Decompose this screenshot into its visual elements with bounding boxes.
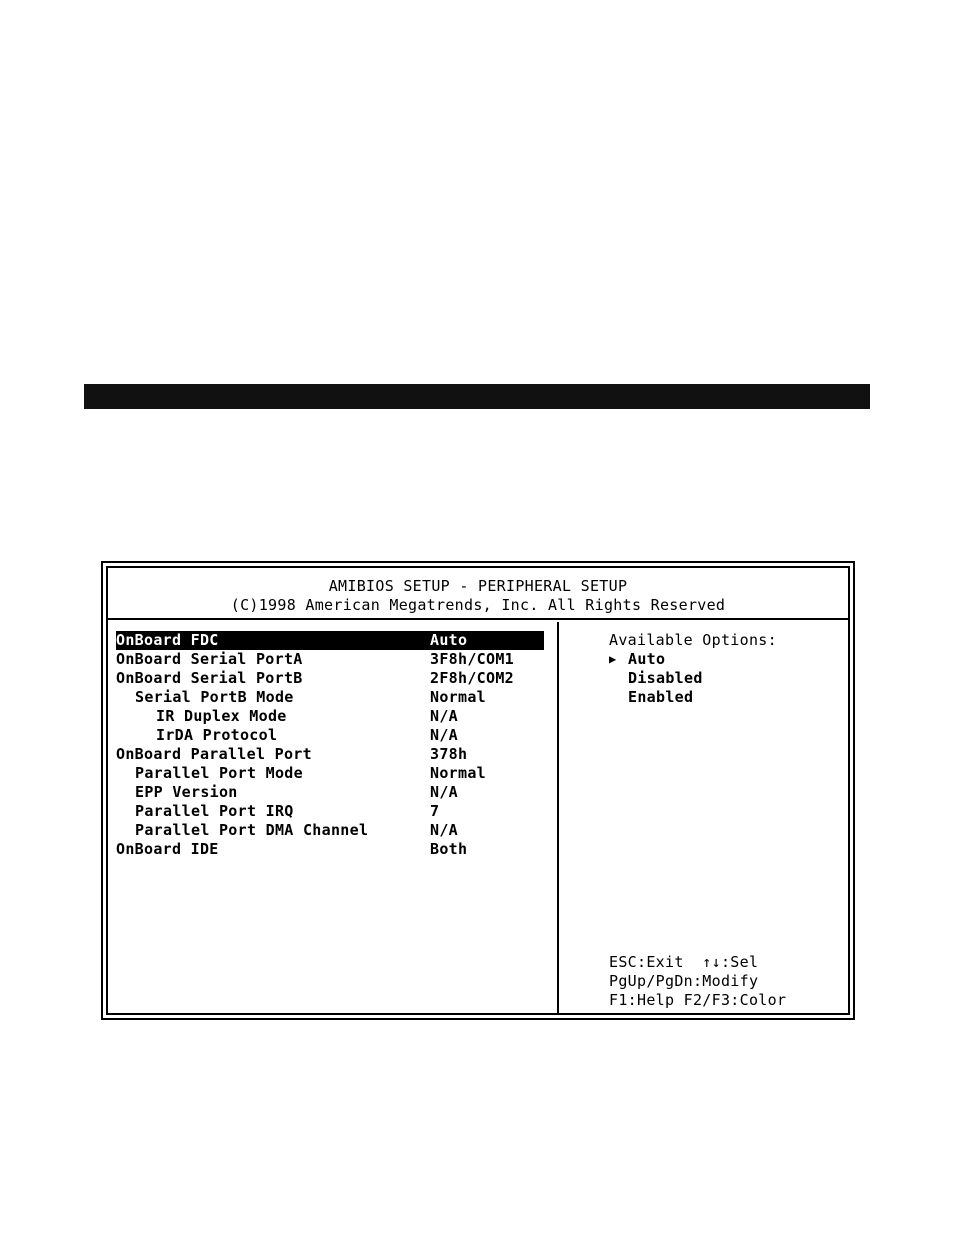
setting-value[interactable]: N/A xyxy=(430,783,458,801)
setting-label: OnBoard Serial PortA xyxy=(116,650,303,668)
settings-pane xyxy=(108,622,559,1013)
setting-serial-portb-mode[interactable] xyxy=(116,688,544,707)
key-help-exit-select: ESC:Exit ↑↓:Sel xyxy=(609,953,759,971)
triangle-right-icon: ▶ xyxy=(609,652,617,666)
option-enabled[interactable]: Enabled xyxy=(628,688,694,706)
setting-onboard-fdc[interactable] xyxy=(116,631,544,650)
setting-label: EPP Version xyxy=(135,783,238,801)
setting-label: OnBoard Parallel Port xyxy=(116,745,312,763)
setting-parallel-port-irq[interactable] xyxy=(116,802,544,821)
setting-label: Parallel Port DMA Channel xyxy=(135,821,369,839)
setting-label: OnBoard IDE xyxy=(116,840,219,858)
setting-value[interactable]: N/A xyxy=(430,821,458,839)
options-pane xyxy=(559,622,848,1013)
key-help-help-color: F1:Help F2/F3:Color xyxy=(609,991,787,1009)
setting-value[interactable]: 7 xyxy=(430,802,440,820)
setting-label: Parallel Port IRQ xyxy=(135,802,294,820)
setting-label: OnBoard Serial PortB xyxy=(116,669,303,687)
bios-setup-window xyxy=(101,561,855,1020)
bios-title: AMIBIOS SETUP - PERIPHERAL SETUP xyxy=(328,577,628,595)
option-auto[interactable]: Auto xyxy=(628,650,666,668)
setting-epp-version[interactable] xyxy=(116,783,544,802)
bios-copyright: (C)1998 American Megatrends, Inc. All Rights Reserved xyxy=(230,596,726,614)
setting-onboard-ide[interactable] xyxy=(116,840,544,859)
option-disabled[interactable]: Disabled xyxy=(628,669,703,687)
setting-onboard-serial-porta[interactable] xyxy=(116,650,544,669)
setting-label: OnBoard FDC xyxy=(116,631,219,649)
setting-value[interactable]: N/A xyxy=(430,726,458,744)
setting-label: Parallel Port Mode xyxy=(135,764,303,782)
setting-irda-protocol[interactable] xyxy=(116,726,544,745)
setting-value[interactable]: Normal xyxy=(430,764,486,782)
setting-value[interactable]: N/A xyxy=(430,707,458,725)
setting-label: IR Duplex Mode xyxy=(156,707,287,725)
key-help-modify: PgUp/PgDn:Modify xyxy=(609,972,759,990)
setting-value[interactable]: Auto xyxy=(430,631,468,649)
setting-value[interactable]: Both xyxy=(430,840,468,858)
setting-value[interactable]: 2F8h/COM2 xyxy=(430,669,514,687)
setting-parallel-port-dma-channel[interactable] xyxy=(116,821,544,840)
setting-onboard-serial-portb[interactable] xyxy=(116,669,544,688)
bios-inner-frame xyxy=(106,566,850,1015)
setting-value[interactable]: 378h xyxy=(430,745,468,763)
setting-ir-duplex-mode[interactable] xyxy=(116,707,544,726)
section-divider-bar xyxy=(84,384,870,409)
setting-label: IrDA Protocol xyxy=(156,726,278,744)
bios-header xyxy=(108,568,848,620)
available-options-title: Available Options: xyxy=(609,631,777,649)
setting-value[interactable]: 3F8h/COM1 xyxy=(430,650,514,668)
setting-value[interactable]: Normal xyxy=(430,688,486,706)
setting-parallel-port-mode[interactable] xyxy=(116,764,544,783)
setting-onboard-parallel-port[interactable] xyxy=(116,745,544,764)
setting-label: Serial PortB Mode xyxy=(135,688,294,706)
